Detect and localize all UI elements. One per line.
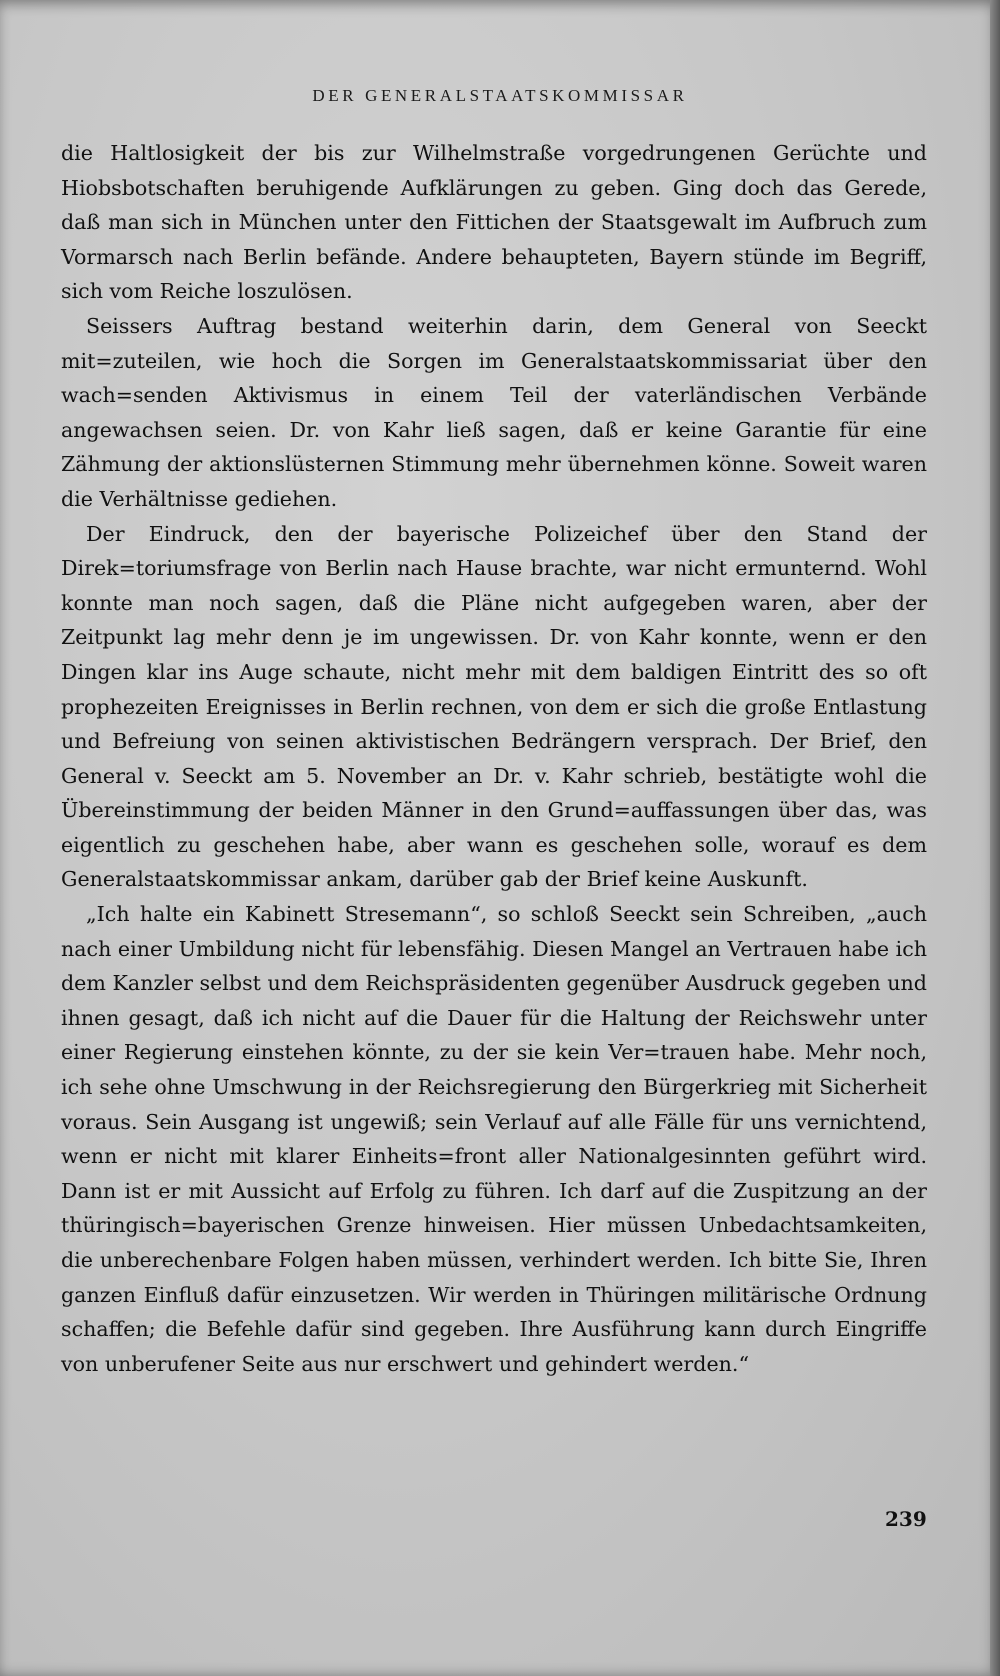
page-number: 239 [885, 1507, 927, 1531]
paragraph-4: „Ich halte ein Kabinett Stresemann“, so schloß Seeckt sein Schreiben, „auch nach einer Umbildung nicht für lebensfähig. Diesen Mangel an Vertrauen habe ich dem Kanzler selbst und dem Reichspräsidenten gegenüber Ausdruck gegeben und ihnen gesagt, daß ich nicht auf die Dauer für die Haltung der Reichswehr unter einer Regierung einstehen könnte, zu der sie kein Ver=trauen habe. Mehr noch, ich sehe ohne Umschwung in der Reichsregierung den Bürgerkrieg mit Sicherheit voraus. Sein Ausgang ist ungewiß; sein Verlauf auf alle Fälle für uns vernichtend, wenn er nicht mit klarer Einheits=front aller Nationalgesinnten geführt wird. Dann ist er mit Aussicht auf Erfolg zu führen. Ich darf auf die Zuspitzung an der thüringisch=bayerischen Grenze hinweisen. Hier müssen Unbedachtsamkeiten, die unberechenbare Folgen haben müssen, verhindert werden. Ich bitte Sie, Ihren ganzen Einfluß dafür einzusetzen. Wir werden in Thüringen militärische Ordnung schaffen; die Befehle dafür sind gegeben. Ihre Ausführung kann durch Eingriffe von unberufener Seite aus nur erschwert und gehindert werden.“ [61, 902, 927, 1376]
body-text [61, 136, 927, 1381]
page-edge-shadow [990, 0, 1000, 1676]
running-head: DER GENERALSTAATSKOMMISSAR [312, 86, 688, 105]
paragraph-1: die Haltlosigkeit der bis zur Wilhelmstraße vorgedrungenen Gerüchte und Hiobsbotschaften beruhigende Aufklärungen zu geben. Ging doch das Gerede, daß man sich in München unter den Fittichen der Staatsgewalt im Aufbruch zum Vormarsch nach Berlin befände. Andere behaupteten, Bayern stünde im Begriff, sich vom Reiche loszulösen. [61, 141, 927, 304]
paragraph-2: Seissers Auftrag bestand weiterhin darin, dem General von Seeckt mit=zuteilen, wie hoch die Sorgen im Generalstaatskommissariat über den wach=senden Aktivismus in einem Teil der vaterländischen Verbände angewachsen seien. Dr. von Kahr ließ sagen, daß er keine Garantie für eine Zähmung der aktionslüsternen Stimmung mehr übernehmen könne. Soweit waren die Verhältnisse gediehen. [61, 313, 927, 511]
paragraph-3: Der Eindruck, den der bayerische Polizeichef über den Stand der Direk=toriumsfrage von Berlin nach Hause brachte, war nicht ermunternd. Wohl konnte man noch sagen, daß die Pläne nicht aufgegeben waren, aber der Zeitpunkt lag mehr denn je im ungewissen. Dr. von Kahr konnte, wenn er den Dingen klar ins Auge schaute, nicht mehr mit dem baldigen Eintritt des so oft prophezeiten Ereignisses in Berlin rechnen, von dem er sich die große Entlastung und Befreiung von seinen aktivistischen Bedrängern versprach. Der Brief, den General v. Seeckt am 5. November an Dr. v. Kahr schrieb, bestätigte wohl die Übereinstimmung der beiden Männer in den Grund=auffassungen über das, was eigentlich zu geschehen habe, aber wann es geschehen solle, worauf es dem Generalstaatskommissar ankam, darüber gab der Brief keine Auskunft. [61, 521, 927, 892]
